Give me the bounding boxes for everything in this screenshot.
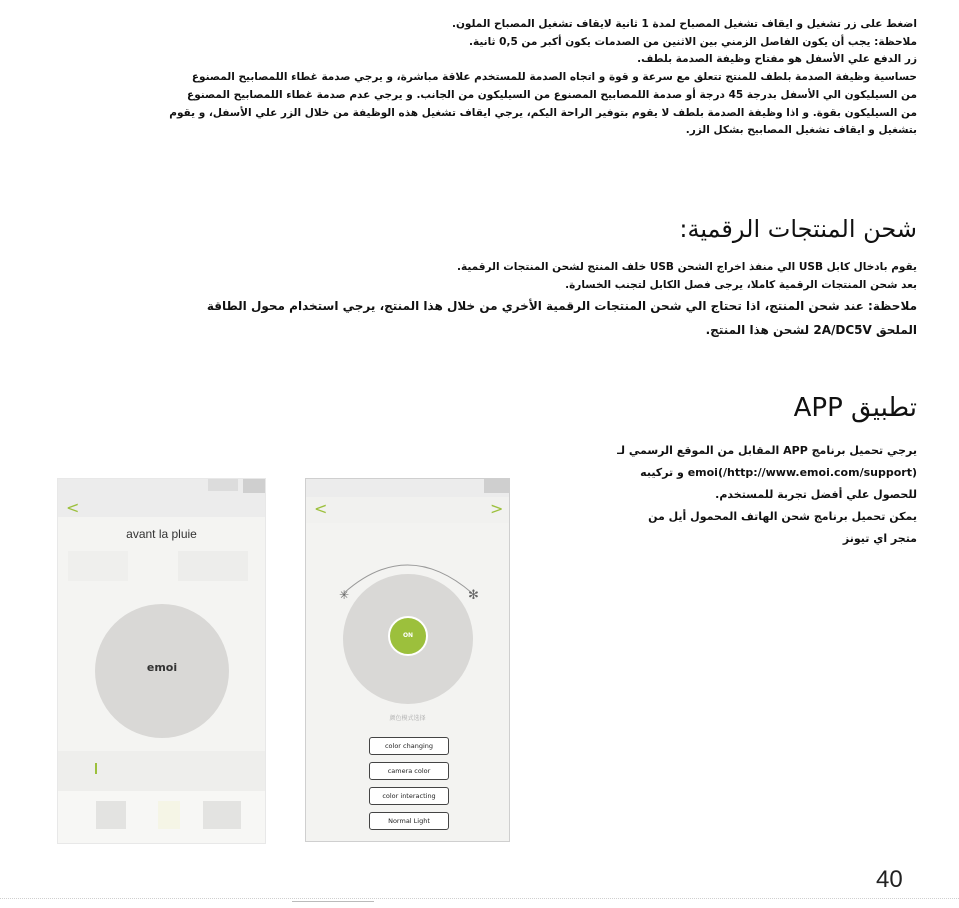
footer-rule bbox=[0, 898, 959, 899]
blur-block bbox=[178, 551, 248, 581]
title-bar bbox=[58, 519, 265, 549]
mode-color-changing-button[interactable]: color changing bbox=[369, 737, 449, 755]
charging-heading-wrap bbox=[679, 215, 917, 243]
bright-icon: ✻ bbox=[468, 588, 479, 599]
instruction-line: من السيليكون بقوة. و اذا وظيفة الصدمة بلطف لا يقوم بتوفير الراحة اليكم، يرجي ايقاف تشغيل هذه الوظيفة من خلال الزر علي الأسفل، و يقوم bbox=[169, 106, 917, 119]
mode-caption: 颜色模式选择 bbox=[389, 715, 426, 722]
status-pixel bbox=[208, 479, 238, 491]
back-icon[interactable]: < bbox=[66, 498, 80, 517]
app-screenshot-right bbox=[305, 478, 510, 842]
slider-band bbox=[58, 751, 265, 791]
scene-title: avant la pluie bbox=[126, 527, 197, 541]
app-line: متجر اي تيونز bbox=[842, 532, 917, 545]
slider-handle[interactable] bbox=[95, 763, 97, 774]
power-button[interactable] bbox=[388, 616, 428, 656]
mode-camera-color-button[interactable]: camera color bbox=[369, 762, 449, 780]
app-screenshot-left bbox=[57, 478, 266, 844]
bottom-tab-icon[interactable] bbox=[96, 801, 126, 829]
nav-bar bbox=[306, 497, 509, 523]
charging-line: بعد شحن المنتجات الرقمية كاملا، يرجى فصل الكابل لتجنب الخسارة. bbox=[565, 279, 917, 291]
charging-heading: شحن المنتجات الرقمية: bbox=[679, 215, 917, 243]
mode-normal-light-button[interactable]: Normal Light bbox=[369, 812, 449, 830]
bottom-tab-icon[interactable] bbox=[158, 801, 180, 829]
back-icon[interactable]: < bbox=[314, 499, 328, 518]
bottom-tab-icon[interactable] bbox=[203, 801, 241, 829]
nav-bar bbox=[58, 497, 265, 517]
status-pixel bbox=[484, 479, 509, 493]
charging-note-line: ملاحظة: عند شحن المنتج، اذا تحتاج الي شحن المنتجات الرقمية الأخري من خلال هذا المنتج، يرجي استخدام محول الطاقة bbox=[206, 299, 917, 313]
instruction-line: زر الدفع علي الأسفل هو مفتاح وظيفة الصدمة بلطف. bbox=[637, 53, 917, 66]
instruction-line: اضغط على زر تشغيل و ايقاف تشغيل المصباح لمدة 1 ثانية لايقاف تشغيل المصباح الملون. bbox=[451, 18, 917, 30]
app-block bbox=[557, 440, 917, 550]
instruction-line: بتشغيل و ايقاف تشغيل المصابيح بشكل الزر. bbox=[685, 124, 917, 137]
instructions-block bbox=[57, 16, 917, 140]
status-bar bbox=[306, 479, 509, 497]
app-heading: تطبيق APP bbox=[793, 393, 917, 423]
mode-color-interacting-button[interactable]: color interacting bbox=[369, 787, 449, 805]
app-line: يرجي تحميل برنامج APP المقابل من الموقع الرسمي لـ bbox=[617, 444, 917, 457]
app-line: يمكن تحميل برنامج شحن الهاتف المحمول أيل من bbox=[648, 510, 917, 523]
status-pixel bbox=[243, 479, 265, 493]
instruction-line: ملاحظة: يجب أن يكون الفاصل الزمني بين الاثنين من الصدمات يكون أكبر من 0,5 ثانية. bbox=[469, 35, 917, 48]
instruction-line: حساسية وظيفة الصدمة بلطف للمنتج تتعلق مع سرعة و قوة و اتجاه الصدمة للمستخدم علاقة مباشرة، و يرجي صدمة غطاء اللمصابيح المصنوع bbox=[191, 71, 917, 84]
forward-icon[interactable]: > bbox=[490, 499, 504, 518]
power-label: ON bbox=[402, 632, 414, 639]
blur-block bbox=[68, 551, 128, 581]
charging-note-line: الملحق 2A/DC5V لشحن هذا المنتج. bbox=[705, 323, 917, 337]
app-heading-wrap bbox=[794, 393, 917, 423]
charging-block bbox=[57, 258, 917, 342]
page-number: 40 bbox=[876, 866, 903, 893]
charging-line: يقوم بادخال كابل USB الي منفذ اخراج الشحن USB خلف المنتج لشحن المنتجات الرقمية. bbox=[456, 261, 917, 273]
instruction-line: من السيليكون الي الأسفل بدرجة 45 درجة أو صدمة اللمصابيح المصنوع من السيليكون من الجانب. و يرجي عدم صدمة غطاء اللمصابيح المصنوع bbox=[187, 88, 917, 101]
dim-icon: ✳ bbox=[339, 588, 350, 599]
app-line: (http://www.emoi.com/support/)emoi و تركيبه bbox=[640, 466, 917, 479]
footer-tab bbox=[292, 901, 374, 902]
brand-label: emoi bbox=[146, 661, 178, 674]
app-line: للحصول علي أفضل تجربة للمستخدم. bbox=[715, 488, 917, 501]
